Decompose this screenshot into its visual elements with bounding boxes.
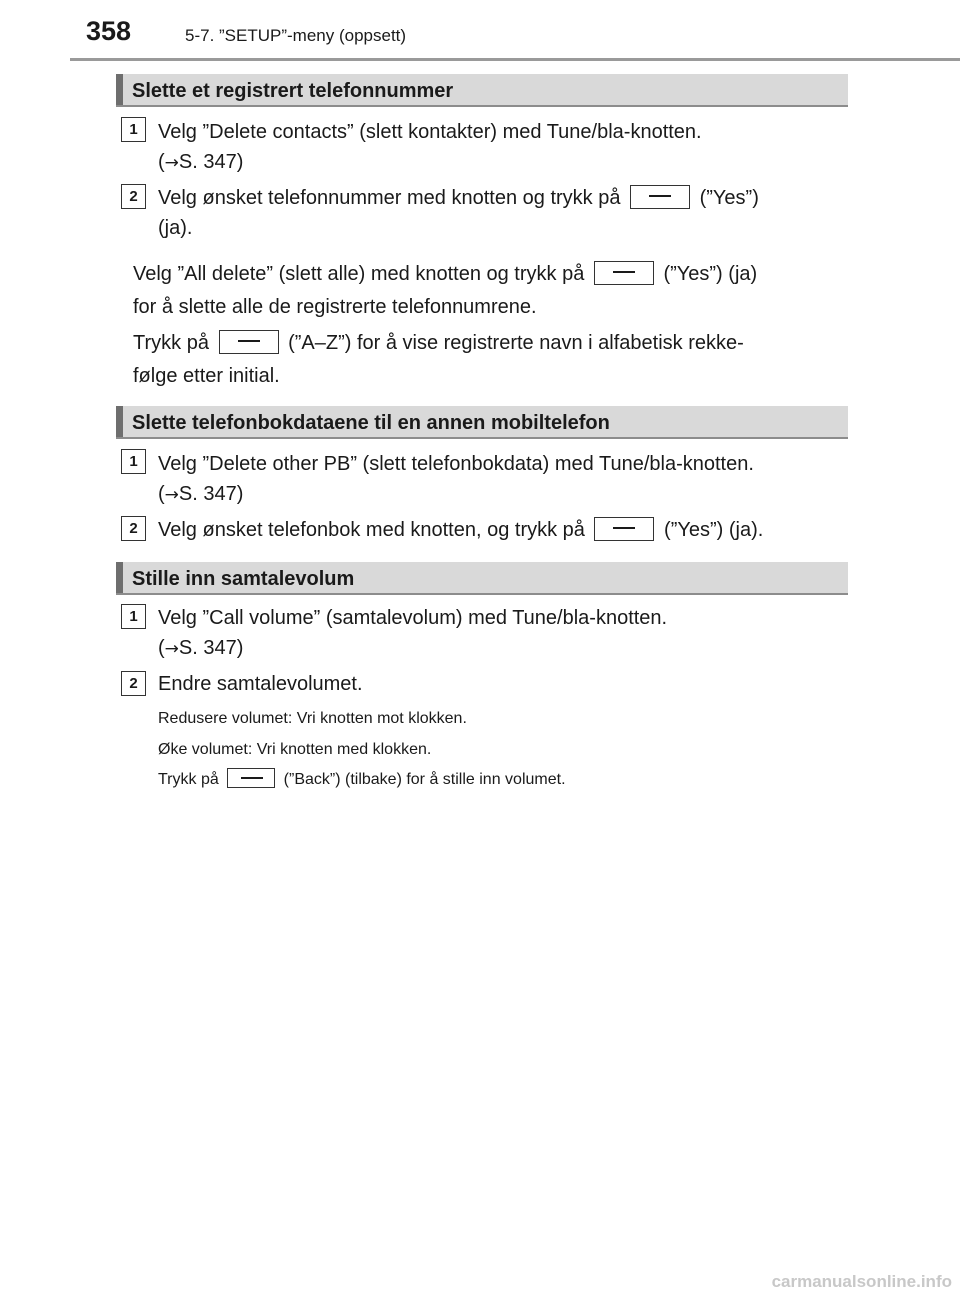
section-heading-delete-phonebook [116,406,848,439]
page-reference: S. 347 [178,151,237,173]
detail-text: Redusere volumet: Vri knotten mot klokken. [158,710,467,727]
yes-button-icon [594,261,654,285]
page-reference: S. 347 [178,637,237,659]
step-text [158,183,841,243]
step-text [158,669,841,699]
arrow-right-icon: → [164,485,179,505]
back-button-icon [227,768,275,788]
page-reference: S. 347 [178,483,237,505]
header-divider [70,58,960,61]
step-number-badge: 1 [121,449,146,474]
step-number-badge: 2 [121,671,146,696]
watermark: carmanualsonline.info [771,1272,952,1291]
step-text: Velg ”Delete other PB” (slett telefonbokdata) med Tune/bla-knotten. (→S. 347) [158,453,754,505]
yes-button-icon [594,517,654,541]
back-note [158,769,841,791]
note-paragraph [133,258,841,324]
note-text: Trykk på [133,332,209,354]
section-title: Slette et registrert telefonnummer [132,80,454,102]
a-z-button-icon [219,330,279,354]
chapter-title: 5-7. ”SETUP”-meny (oppsett) [185,26,407,45]
step-text [158,515,841,545]
section-heading-delete-number [116,74,848,107]
note-text-end: (”A–Z”) for å vise registrerte navn i alfabetisk rekke- [288,332,744,354]
note-text-end: (”Back”) (tilbake) for å stille inn volumet. [283,771,566,788]
section-title: Stille inn samtalevolum [132,568,355,590]
step-number-badge: 1 [121,117,146,142]
arrow-right-icon: → [164,639,179,659]
yes-button-icon [630,185,690,209]
step-instruction: Velg ”Delete other PB” (slett telefonbokdata) med Tune/bla-knotten. [158,453,754,475]
step-instruction: Velg ”Delete contacts” (slett kontakter) med Tune/bla-knotten. [158,121,702,143]
note-text-line2: for å slette alle de registrerte telefonnumrene. [133,296,537,318]
note-text: Velg ”All delete” (slett alle) med knotten og trykk på [133,263,585,285]
step-instruction-line2: (ja). [158,217,193,239]
step-instruction: Velg ”Call volume” (samtalevolum) med Tune/bla-knotten. [158,607,668,629]
step-instruction-end: (”Yes”) (ja). [664,519,764,541]
step-number-badge: 2 [121,184,146,209]
step-text: Velg ”Call volume” (samtalevolum) med Tune/bla-knotten. (→S. 347) [158,607,668,659]
page-number: 358 [86,16,132,46]
section-title: Slette telefonbokdataene til en annen mobiltelefon [132,412,610,434]
step-instruction: Endre samtalevolumet. [158,673,363,695]
detail-text: Øke volumet: Vri knotten med klokken. [158,741,432,758]
note-paragraph [133,327,841,393]
step-number-badge: 1 [121,604,146,629]
step-number-badge: 2 [121,516,146,541]
step-text: Velg ”Delete contacts” (slett kontakter) med Tune/bla-knotten. (→S. 347) [158,121,702,173]
note-text-line2: følge etter initial. [133,365,280,387]
note-text: Trykk på [158,771,219,788]
arrow-right-icon: → [164,153,179,173]
section-heading-call-volume [116,562,848,595]
note-text-end: (”Yes”) (ja) [663,263,758,285]
step-instruction: Velg ønsket telefonnummer med knotten og trykk på [158,187,621,209]
step-instruction-end: (”Yes”) [699,187,759,209]
step-instruction: Velg ønsket telefonbok med knotten, og trykk på [158,519,585,541]
